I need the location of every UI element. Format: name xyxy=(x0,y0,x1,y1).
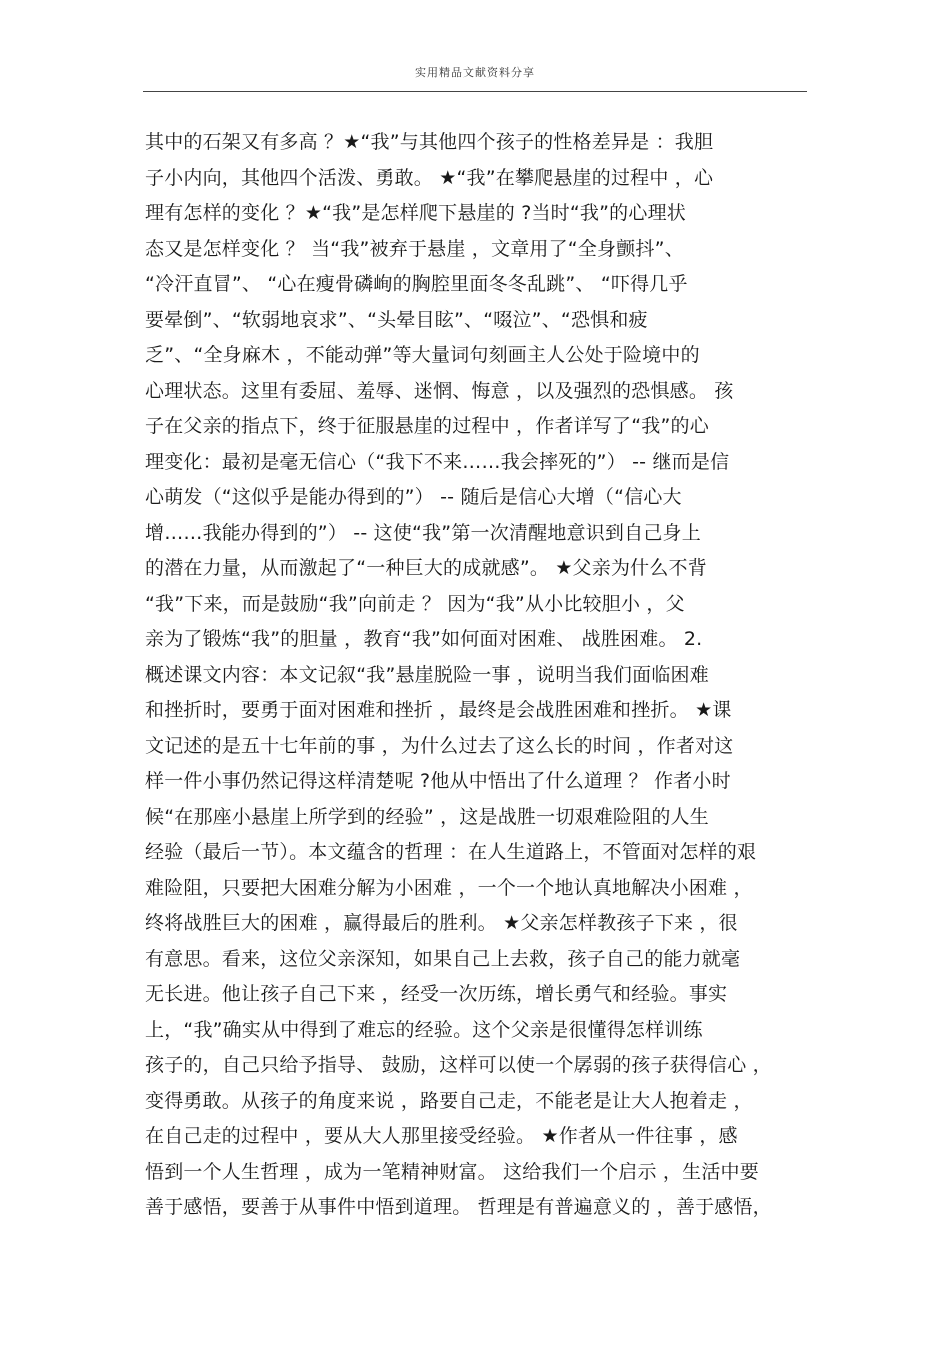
text-line: 心萌发（“这似乎是能办得到的”） -- 随后是信心大增（“信心大 xyxy=(145,486,682,508)
text-line: 理有怎样的变化 ？★“我”是怎样爬下悬崖的 ?当时“我”的心理状 xyxy=(145,202,686,224)
text-line: 理变化：最初是毫无信心（“我下不来……我会摔死的”） -- 继而是信 xyxy=(145,450,730,473)
text-line: 孩子的，自己只给予指导、 鼓励，这样可以使一个孱弱的孩子获得信心 ， xyxy=(145,1054,772,1076)
text-line: 要晕倒”、“软弱地哀求”、“头晕目眩”、“啜泣”、“恐惧和疲 xyxy=(145,308,648,331)
text-line: 无长进。他让孩子自己下来 ，经受一次历练，增长勇气和经验。事实 xyxy=(145,983,728,1005)
text-line: 上，“我”确实从中得到了难忘的经验。这个父亲是很懂得怎样训练 xyxy=(145,1018,703,1041)
text-line: 候“在那座小悬崖上所学到的经验” ，这是战胜一切艰难险阻的人生 xyxy=(145,805,709,828)
text-line: 乏”、“全身麻木 ，不能动弹”等大量词句刻画主人公处于险境中的 xyxy=(145,344,700,366)
text-line: 经验（最后一节）。本文蕴含的哲理 ：在人生道路上，不管面对怎样的艰 xyxy=(145,841,757,863)
text-line: 终将战胜巨大的困难 ，赢得最后的胜利。 ★父亲怎样教孩子下来 ，很 xyxy=(145,912,738,934)
text-line: 难险阻，只要把大困难分解为小困难 ，一个一个地认真地解决小困难 ， xyxy=(145,876,753,899)
text-line: 有意思。看来，这位父亲深知，如果自己上去救，孩子自己的能力就毫 xyxy=(145,947,741,970)
text-line: 文记述的是五十七年前的事 ，为什么过去了这么长的时间 ，作者对这 xyxy=(145,734,734,757)
text-line: “我”下来，而是鼓励“我”向前走 ？ 因为“我”从小比较胆小 ，父 xyxy=(145,592,685,615)
text-line: 增……我能办得到的”） -- 这使“我”第一次清醒地意识到自己身上 xyxy=(145,521,701,544)
page-header: 实用精品文献资料分享 xyxy=(415,66,535,79)
text-line: 变得勇敢。从孩子的角度来说 ，路要自己走，不能老是让大人抱着走 ， xyxy=(145,1089,753,1112)
text-line: 其中的石架又有多高 ？★“我”与其他四个孩子的性格差异是 ：我胆 xyxy=(145,131,714,153)
text-line: 的潜在力量，从而激起了“一种巨大的成就感”。 ★父亲为什么不背 xyxy=(145,557,707,579)
text-line: 悟到一个人生哲理 ，成为一笔精神财富。 这给我们一个启示 ，生活中要 xyxy=(145,1160,759,1183)
text-line: 概述课文内容：本文记叙“我”悬崖脱险一事 ，说明当我们面临困难 xyxy=(145,663,709,686)
text-line: 态又是怎样变化 ？ 当“我”被弃于悬崖 ，文章用了“全身颤抖”、 xyxy=(145,237,684,260)
text-line: 在自己走的过程中 ，要从大人那里接受经验。 ★作者从一件往事 ，感 xyxy=(145,1125,738,1147)
text-line: 亲为了锻炼“我”的胆量 ，教育“我”如何面对困难、 战胜困难。 2. xyxy=(145,628,703,650)
text-line: 和挫折时，要勇于面对困难和挫折 ，最终是会战胜困难和挫折。 ★课 xyxy=(145,699,732,721)
text-line: “冷汗直冒”、 “心在瘦骨磷峋的胸腔里面冬冬乱跳”、 “吓得几乎 xyxy=(145,273,688,295)
text-line: 子小内向，其他四个活泼、勇敢。 ★“我”在攀爬悬崖的过程中 ，心 xyxy=(145,166,714,189)
text-line: 样一件小事仍然记得这样清楚呢 ?他从中悟出了什么道理 ？ 作者小时 xyxy=(145,770,731,792)
document-body xyxy=(145,125,825,1226)
text-line: 心理状态。这里有委屈、羞辱、迷惘、悔意 ，以及强烈的恐惧感。 孩 xyxy=(145,379,734,402)
header-divider xyxy=(143,91,807,92)
text-line: 善于感悟，要善于从事件中悟到道理。 哲理是有普遍意义的 ，善于感悟， xyxy=(145,1196,772,1218)
text-line: 子在父亲的指点下，终于征服悬崖的过程中 ，作者详写了“我”的心 xyxy=(145,415,709,437)
